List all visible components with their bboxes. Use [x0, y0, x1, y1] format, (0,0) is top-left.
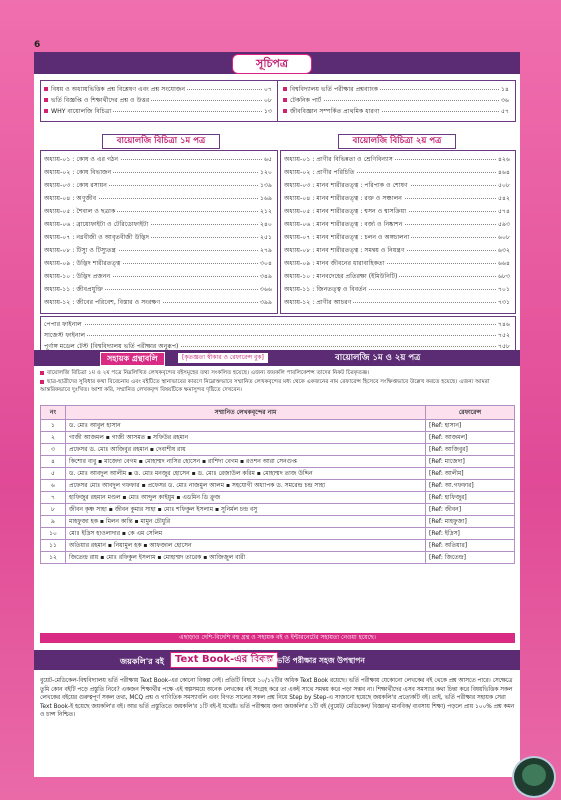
row-label [44, 330, 87, 340]
row-label-text: সাজেস্ট ফাইনাল [44, 332, 86, 339]
row-number: ১১ [41, 540, 66, 552]
row-page: ৫৪২ [497, 195, 510, 202]
square-bullet-icon [44, 109, 48, 113]
row-label [284, 297, 353, 307]
row-page: ৫০৮ [497, 182, 510, 189]
row-label-text: অধ্যায়-০৬ : মানব শারীরতত্ত্ব : বর্জ্য ও নিষ্কাশন [284, 221, 403, 228]
row-number: ২ [41, 432, 66, 444]
row-label [283, 95, 323, 105]
row-page: ৭৫২ [497, 332, 510, 339]
row-label [44, 206, 117, 216]
row-label [44, 297, 162, 307]
index-row [284, 297, 510, 307]
index-row [284, 232, 510, 242]
index-row [284, 284, 510, 294]
row-label-text: অধ্যায়-০৩ : কোষ রসায়ন [44, 182, 107, 189]
row-label-text: পেপার ফাইনাল [44, 321, 82, 328]
row-reference: [Ref: হাফিজুর] [426, 492, 515, 504]
row-label [44, 180, 109, 190]
dot-leader [44, 324, 510, 325]
row-label-text: অধ্যায়-০৩ : মানব শারীরতত্ত্ব : পরিপাক ও শোষণ [284, 182, 408, 189]
row-page: ৪২৬ [497, 156, 510, 163]
row-authors: ড. মোঃ আবুল হাসান [66, 420, 426, 432]
refs-note-2 [40, 379, 515, 394]
row-label [44, 84, 187, 94]
row-label [44, 245, 118, 255]
row-label [284, 232, 411, 242]
table-row [41, 516, 515, 528]
row-label [284, 271, 399, 281]
row-page: ৬৫ [263, 156, 272, 163]
row-label [284, 154, 395, 164]
col-header-reference: রেফারেন্স [426, 406, 515, 420]
table-row [41, 504, 515, 516]
row-number: ৭ [41, 492, 66, 504]
row-label [44, 95, 151, 105]
row-reference: [Ref: জীবন] [426, 504, 515, 516]
row-authors: ড. মোঃ আবদুল আলীম ▪ ড. মোঃ মনজুর হোসেন ▪ ড. মোঃ রেজাউল করিম ▪ মোহাম্মদ তাজ উদ্দিন [66, 468, 426, 480]
row-reference: [Ref: জিতেন্দ্র] [426, 552, 515, 564]
index-row [284, 167, 510, 177]
row-authors: গাজী আজমল ▪ গাজী আসমত ▪ সফিউর রহমান [66, 432, 426, 444]
row-label [44, 271, 112, 281]
row-page: ৪৬৪ [497, 169, 510, 176]
row-page: ২১২ [259, 208, 272, 215]
index-row [44, 95, 272, 105]
row-page: ৭৩১ [497, 299, 510, 306]
square-bullet-icon [283, 98, 287, 102]
row-label-text: অধ্যায়-০৫ : মানব শারীরতত্ত্ব : শ্বসন ও শ্বাসক্রিয়া [284, 208, 407, 215]
row-label-text: অধ্যায়-০৮ : টিস্যু ও টিস্যুতন্ত্র [44, 247, 116, 254]
square-bullet-icon [40, 380, 44, 384]
index-row [44, 154, 272, 164]
row-number: ৯ [41, 516, 66, 528]
row-label-text: অধ্যায়-০৪ : অণুজীব [44, 195, 97, 202]
row-label-text: বিষয় ও অধ্যায়ভিত্তিক প্রশ্ন বিশ্লেষণ এবং প্রশ্ন সংযোজন [51, 86, 186, 93]
index-row [44, 106, 272, 116]
row-reference: [Ref: আজমল] [426, 432, 515, 444]
row-number: ৬ [41, 480, 66, 492]
row-label-text: ভর্তি বিজ্ঞপ্তি ও শিক্ষার্থীদের প্রশ্ন ও উত্তর [51, 97, 150, 104]
row-page: ৩৬৬ [259, 286, 272, 293]
refs-footer: এছাড়াও দেশি-বিদেশি বহু গ্রন্থ ও সহায়ক বই ও ইন্টারনেটের সহায়তা নেওয়া হয়েছে। [40, 633, 515, 643]
row-reference: [Ref: ইদ্রিস] [426, 528, 515, 540]
index-row [44, 206, 272, 216]
row-label [44, 258, 122, 268]
index-row [44, 245, 272, 255]
square-bullet-icon [283, 87, 287, 91]
row-label [284, 180, 410, 190]
row-authors: জীবন কৃষ্ণ সাহা ▪ জীবন কুমার সাহা ▪ মোঃ শফিকুল ইসলাম ▪ সুনির্মল চন্দ্র বসু [66, 504, 426, 516]
row-number: ৩ [41, 444, 66, 456]
paper1-title: বায়োলজি বিচিত্রা ১ম পত্র [102, 134, 220, 149]
index-row [44, 193, 272, 203]
row-authors: মোঃ ইদ্রিস হাওলাদার ▪ কে এম সেলিম [66, 528, 426, 540]
row-label-text: অধ্যায়-১২ : প্রাণীর আচরণ [284, 299, 352, 306]
index-row [283, 106, 509, 116]
row-label-text: অধ্যায়-০৮ : মানব শারীরতত্ত্ব : সমন্বয় ও নিয়ন্ত্রণ [284, 247, 405, 254]
row-page: ১৩ [263, 108, 272, 115]
row-label-text: অধ্যায়-০২ : প্রাণীর পরিচিতি [284, 169, 355, 176]
table-row [41, 420, 515, 432]
row-label-text: অধ্যায়-০৫ : শৈবাল ও ছত্রাক [44, 208, 116, 215]
row-label [44, 219, 150, 229]
row-authors: জিতেন্দ্র রায় ▪ মোঃ রফিকুল ইসলাম ▪ মোহাম্মদ তারেক ▪ আজিজুল বারী [66, 552, 426, 564]
row-reference: [Ref: আলীম] [426, 468, 515, 480]
square-bullet-icon [44, 98, 48, 102]
row-number: ১২ [41, 552, 66, 564]
table-row [41, 492, 515, 504]
index-row [283, 84, 509, 94]
row-page: ৬০৮ [497, 234, 510, 241]
row-label-text: অধ্যায়-০৭ : নগ্নবীজী ও আবৃতবীজী উদ্ভিদ [44, 234, 149, 241]
table-row [41, 552, 515, 564]
index-row [44, 284, 272, 294]
row-label-text: পূর্ণাঙ্গ মডেল টেস্ট (বিশ্ববিদ্যালয় ভর্তি পরীক্ষার অনুরূপ) [44, 343, 179, 350]
row-reference: [Ref: আজিবুর] [426, 444, 515, 456]
row-number: ১০ [41, 528, 66, 540]
index-row [284, 258, 510, 268]
row-label [284, 284, 369, 294]
row-page: ১২০ [259, 169, 272, 176]
row-page: ৫৭৪ [497, 208, 510, 215]
index-row [284, 193, 510, 203]
square-bullet-icon [44, 87, 48, 91]
row-number: ৮ [41, 504, 66, 516]
textbook-body: বুয়েট-মেডিকেল-বিশ্ববিদ্যালয় ভর্তি পরীক্ষায় Text Book-এর কোনো বিকল্প নেই। প্রতিটি বিষয়ে ১০/১২টির অধিক Text Book রয়েছে। ভর্তি পরীক্ষায় যেকোনো লেখকের বই থেকে প্রশ্ন আসতে পারে। সেক্ষেত্রে তুমি কোন বইটি পড়ে প্রস্তুতি নিবে? একজন শিক্ষার্থীর পক্ষে এই স্বল্পসময়ে অনেক লেখকের বই সংগ্রহ করে তা একই সাথে সমন্বয় করে পড়া সম্ভব না। শিক্ষার্থীদের এসব সমস্যার কথা চিন্তা করে বিষয়ভিত্তিক সকল লেখকের বইয়ের গুরুত্বপূর্ণ সকল তথ্য, MCQ প্রশ্ন ও গাণিতিক সমস্যাবলি এবং বিগত সালের সকল প্রশ্ন নিয়ে Step by Step-এ সাজানো হয়েছে জয়কলি'র প্রত্যেকটি বই। তাই, ভর্তি পরীক্ষার সহায়ক সেরা Text Book-ই হয়েছে জয়কলি'র বই। আর ভর্তি প্রস্তুতিতে জয়কলি'র ১টি বই-ই যথেষ্ট। ভর্তি পরীক্ষায় জন্য জয়কলি'র ১টি বই (বুয়েট/ মেডিকেল/ বিজ্ঞান/ মানবিক/ ব্যবসায় শিক্ষা) পড়লে প্রায় ১০০% প্রশ্ন কমন ও চান্স নিশ্চিত। [40, 678, 515, 719]
table-row [41, 468, 515, 480]
row-page: ০৮ [263, 97, 272, 104]
index-row [44, 297, 272, 307]
row-label-text: অধ্যায়-১১ : জীবপ্রযুক্তি [44, 286, 104, 293]
index-row [283, 95, 509, 105]
row-reference: [Ref: অতিয়ার] [426, 540, 515, 552]
row-label [44, 284, 105, 294]
index-row [284, 219, 510, 229]
index-row [44, 271, 272, 281]
row-authors: হাফিজুর রহমান মণ্ডল ▪ মোঃ আব্দুল কাইয়ুম ▪ এডমিন ডি ক্রুজ [66, 492, 426, 504]
row-authors: প্রফেসর ড. মোঃ আজিবুর রহমান ▪ দেবাশীষ রায় [66, 444, 426, 456]
row-label-text: অধ্যায়-০৯ : উদ্ভিদ শারীরতত্ত্ব [44, 260, 121, 267]
row-label-text: অধ্যায়-০২ : কোষ বিভাজন [44, 169, 112, 176]
row-authors: অতিয়ার রহমান ▪ নিয়ামুল হক ▪ আফজাল হোসেন [66, 540, 426, 552]
paper2-title: বায়োলজি বিচিত্রা ২য় পত্র [338, 134, 456, 149]
index-row [284, 271, 510, 281]
row-label-text: অধ্যায়-১১ : জিনতত্ত্ব ও বিবর্তন [284, 286, 367, 293]
row-authors: মাহফুজা হক ▪ মিলন কান্তি ▪ মামুন চৌধুরি [66, 516, 426, 528]
row-label [44, 232, 151, 242]
row-label-text: অধ্যায়-০৬ : ব্রায়োফাইটা ও টেরিডোফাইটা [44, 221, 149, 228]
row-page: ৩৬ [500, 97, 509, 104]
row-label [284, 258, 386, 268]
row-page: ৭৪৬ [497, 321, 510, 328]
row-label-text: অধ্যায়-০৯ : মানব জীবনের ধারাবাহিকতা [284, 260, 385, 267]
refs-note-1 [40, 370, 515, 378]
row-label-text: টেকনিক পার্ট [290, 97, 322, 104]
index-row [44, 219, 272, 229]
logo-emblem [522, 764, 546, 786]
row-page: ১৪ [500, 86, 509, 93]
table-row [41, 528, 515, 540]
row-page: ৭০১ [497, 286, 510, 293]
row-label [284, 193, 404, 203]
textbook-banner-left: জয়কলি'র বই [120, 657, 164, 666]
row-reference: [Ref: মাজেদা] [426, 456, 515, 468]
row-page: ৬৮৩ [497, 273, 510, 280]
row-page: ২৭৯ [259, 247, 272, 254]
table-row [41, 480, 515, 492]
index-row [284, 180, 510, 190]
index-row [44, 167, 272, 177]
row-page: ৩৪৯ [259, 273, 272, 280]
dot-leader [44, 335, 510, 336]
refs-banner-subtitle: [কৃতজ্ঞতা স্বীকার ও রেফারেন্স বুক] [178, 353, 268, 363]
row-reference: [Ref: মাহফুজা] [426, 516, 515, 528]
refs-note-1-text: বায়োলজি বিচিত্রা ১ম ও ২য় পত্রে নিম্নলিখিত লেখকবৃন্দের বইসমূহের তথ্য সংকলিত হয়েছে। এজন্য জয়কলি পাবলিকেশন্স তাদের নিকট চিরকৃতজ্ঞ। [47, 370, 370, 376]
row-page: ৩৯৯ [259, 299, 272, 306]
row-number: ৫ [41, 468, 66, 480]
row-page: ৭৫৮ [497, 343, 510, 350]
row-label [44, 154, 120, 164]
row-label [284, 219, 404, 229]
row-label [44, 167, 113, 177]
row-label [44, 193, 98, 203]
textbook-banner-right: নয়; বরং ভর্তি পরীক্ষার সহজ উপস্থাপন [248, 656, 365, 665]
row-label-text: বিশ্ববিদ্যালয় ভর্তি পরীক্ষার প্রশ্নব্যাংক [290, 86, 379, 93]
index-row [44, 319, 510, 329]
col-header-authors: সম্মানিত লেখকবৃন্দের নাম [66, 406, 426, 420]
row-reference: [Ref: হাসান] [426, 420, 515, 432]
refs-table [40, 405, 515, 564]
row-label [284, 167, 357, 177]
table-row [41, 444, 515, 456]
row-page: ৬৩২ [497, 247, 510, 254]
row-label [283, 106, 381, 116]
row-page: ৬৬৪ [497, 260, 510, 267]
refs-banner-title: সহায়ক গ্রন্থাবলি [100, 352, 165, 366]
row-page: ২৪০ [259, 221, 272, 228]
index-row [44, 84, 272, 94]
table-row [41, 432, 515, 444]
row-label [44, 319, 84, 329]
publisher-logo-icon [512, 756, 556, 798]
row-label-text: অধ্যায়-০১ : প্রাণীর বিভিন্নতা ও শ্রেণিবিন্যাস [284, 156, 393, 163]
col-header-no: নং [41, 406, 66, 420]
row-number: ৪ [41, 456, 66, 468]
row-label [284, 206, 408, 216]
row-label-text: WHY বায়োলজি বিচিত্রা [51, 108, 112, 115]
page-title: সূচিপত্র [232, 54, 312, 74]
row-page: ৫৯৩ [497, 221, 510, 228]
row-authors: কিশোর বাবু ▪ মাজেদা বেগম ▪ মোহাম্মদ নাসির হোসেন ▪ রাশিদা বেগম ▪ রওশন আরা সেনগুপ্ত [66, 456, 426, 468]
index-row [44, 330, 510, 340]
row-label-text: অধ্যায়-১০ : উদ্ভিদ প্রজনন [44, 273, 111, 280]
row-page: ২৫১ [259, 234, 272, 241]
row-page: ৩০৪ [259, 260, 272, 267]
square-bullet-icon [40, 371, 44, 375]
row-label-text: অধ্যায়-০৭ : মানব শারীরতত্ত্ব : চলন ও অঙ্গচালনা [284, 234, 410, 241]
textbook-banner-center: Text Book-এর বিকল্প [170, 652, 278, 668]
index-row [284, 154, 510, 164]
row-label-text: অধ্যায়-১০ : মানবদেহের প্রতিরক্ষা (ইমিউনিটি) [284, 273, 398, 280]
index-row [284, 206, 510, 216]
row-label-text: জীববিজ্ঞান সম্পর্কিত প্রাথমিক ধারণা [290, 108, 380, 115]
row-reference: [Ref: আ.গফফার] [426, 480, 515, 492]
index-row [44, 258, 272, 268]
index-row [44, 180, 272, 190]
row-label-text: অধ্যায়-০১ : কোষ ও এর গঠন [44, 156, 119, 163]
square-bullet-icon [283, 109, 287, 113]
row-label-text: অধ্যায়-১২ : জীবের পরিবেশ, বিস্তার ও সংরক্ষণ [44, 299, 161, 306]
row-page: ৫৭ [500, 108, 509, 115]
table-row [41, 540, 515, 552]
row-page: ১৬৯ [259, 195, 272, 202]
row-authors: প্রফেসর মোঃ আবদুল গফফার ▪ প্রফেসর ড. মোঃ নাজমুল আলম ▪ সহযোগী অধ্যাপক ড. সমরেন্দ্র চন্দ্র সাহা [66, 480, 426, 492]
row-label [44, 106, 113, 116]
index-row [44, 232, 272, 242]
refs-note-2-text: ছাত্র-ছাত্রীদের সুবিধার কথা বিবেচনায় এবং বইটিতে স্থানাভাবের কারণে নিম্নোক্তভাবে সম্মানিত লেখকবৃন্দের মধ্য থেকে একজনের নাম রেফারেন্স হিসেবে সংক্ষিপ্তভাবে উল্লেখ করতে হয়েছে। এজন্য আমরা আন্তরিকভাবে দুঃখিত। আশা করি, সম্মানিত লেখকবৃন্দ বিষয়টিকে ক্ষমাসুন্দর দৃষ্টিতে দেখবেন। [40, 379, 490, 393]
row-page: ১৩৯ [259, 182, 272, 189]
row-label-text: অধ্যায়-০৪ : মানব শারীরতত্ত্ব : রক্ত ও সঞ্চালন [284, 195, 402, 202]
refs-banner-subject: বায়োলজি ১ম ও ২য় পত্র [335, 353, 421, 363]
row-number: ১ [41, 420, 66, 432]
row-label [284, 245, 407, 255]
page-number: 6 [34, 40, 41, 50]
index-row [284, 245, 510, 255]
index-divider [277, 80, 278, 122]
row-page: ০৭ [263, 86, 272, 93]
table-row [41, 456, 515, 468]
row-label [283, 84, 380, 94]
